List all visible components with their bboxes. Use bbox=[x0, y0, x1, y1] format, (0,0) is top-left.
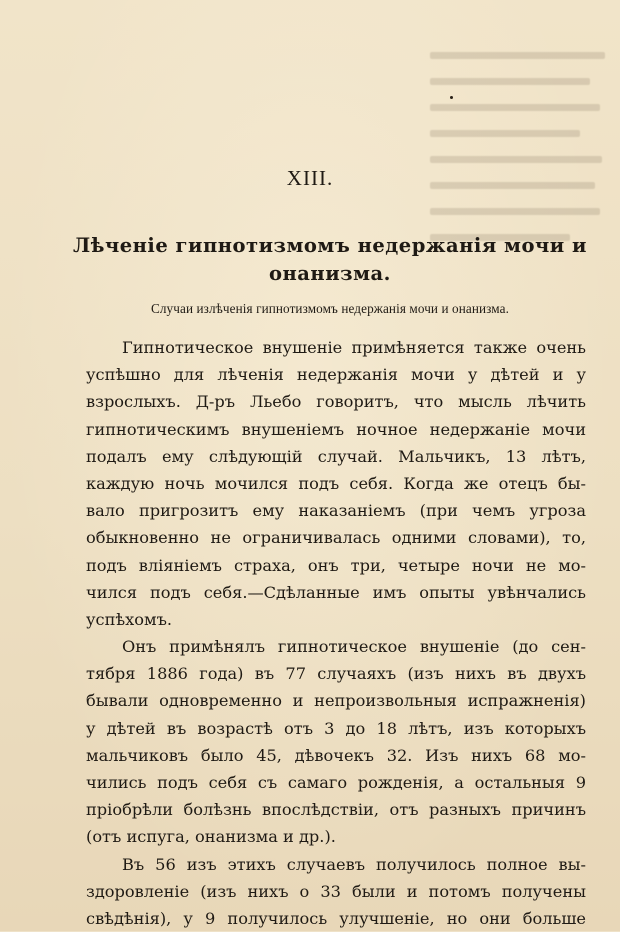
section-number: XIII. bbox=[286, 166, 334, 190]
body-text bbox=[86, 334, 586, 932]
text-line: здоровленіе (изъ нихъ о 33 были и потомъ получены bbox=[86, 881, 586, 901]
text-line: вало пригрозитъ ему наказаніемъ (при чемъ угроза bbox=[86, 501, 586, 521]
text-line: взрослыхъ. Д-ръ Льебо говоритъ, что мысль лѣчить bbox=[86, 392, 586, 412]
text-line: у дѣтей въ возрастѣ отъ 3 до 18 лѣтъ, изъ которыхъ bbox=[86, 718, 586, 738]
text-line: бывали одновременно и непроизвольныя испражненія) bbox=[86, 691, 586, 711]
text-line: тября 1886 года) въ 77 случаяхъ (изъ нихъ въ двухъ bbox=[86, 664, 586, 684]
chapter-title-line: Лѣченіе гипнотизмомъ недержанія мочи и bbox=[73, 234, 587, 257]
text-line: успѣхомъ. bbox=[86, 609, 173, 629]
chapter-subtitle: Случаи излѣченія гипнотизмомъ недержанія мочи и онанизма. bbox=[150, 301, 509, 316]
text-line: пріобрѣли болѣзнь впослѣдствіи, отъ разныхъ причинъ bbox=[86, 800, 586, 820]
text-line: каждую ночь мочился подъ себя. Когда же отецъ бы- bbox=[86, 473, 586, 493]
show-through-text bbox=[430, 0, 620, 260]
text-line: (отъ испуга, онанизма и др.). bbox=[86, 827, 336, 847]
ink-speck bbox=[450, 96, 453, 99]
text-line: обыкновенно не ограничивалась одними словами), то, bbox=[86, 528, 586, 548]
text-line: мальчиковъ было 45, дѣвочекъ 32. Изъ нихъ 68 мо- bbox=[86, 745, 586, 765]
text-line: гипнотическимъ внушеніемъ ночное недержаніе мочи bbox=[86, 419, 586, 439]
text-line: подалъ ему слѣдующій случай. Мальчикъ, 13 лѣтъ, bbox=[86, 446, 586, 466]
chapter-title-line: онанизма. bbox=[269, 262, 391, 285]
text-line: чился подъ себя.—Сдѣланные имъ опыты увѣнчались bbox=[86, 582, 586, 602]
text-line: успѣшно для лѣченія недержанія мочи у дѣтей и у bbox=[86, 365, 586, 385]
text-line: свѣдѣнія), у 9 получилось улучшеніе, но они больше bbox=[86, 908, 586, 928]
text-line: Онъ примѣнялъ гипнотическое внушеніе (до сен- bbox=[122, 637, 586, 657]
text-line: подъ вліяніемъ страха, онъ три, четыре ночи не мо- bbox=[86, 555, 586, 575]
text-line: Въ 56 изъ этихъ случаевъ получилось полное вы- bbox=[122, 854, 586, 874]
chapter-title bbox=[70, 232, 590, 288]
text-line: Гипнотическое внушеніе примѣняется также очень bbox=[122, 338, 586, 357]
text-line: чились подъ себя съ самаго рожденія, а остальныя 9 bbox=[86, 773, 586, 792]
